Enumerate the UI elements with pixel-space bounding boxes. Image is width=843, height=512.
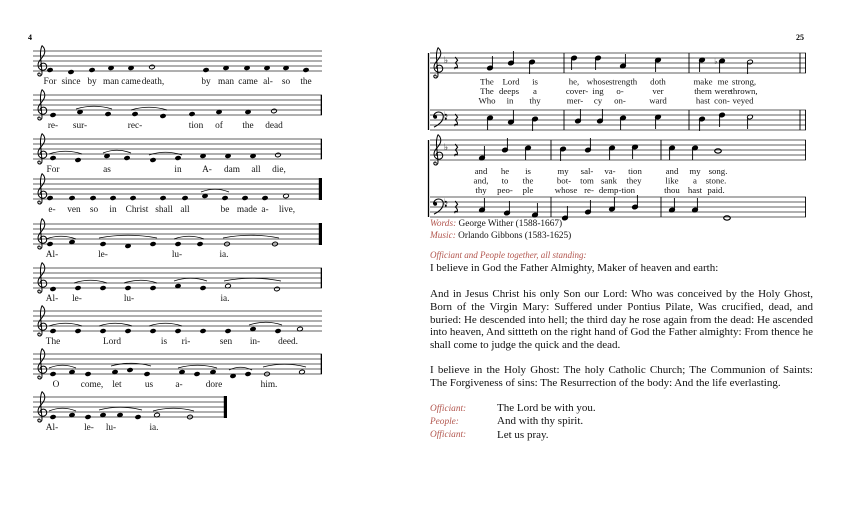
dialogue-block: [430, 402, 770, 442]
lyric-syllable: live,: [278, 205, 296, 215]
page-number-right: 25: [796, 33, 804, 42]
dialogue-speaker: Officiant:: [430, 403, 467, 414]
lyric-syllable: die,: [272, 165, 286, 175]
lyric-syllable: ia.: [219, 250, 229, 260]
lyric-syllable: al-: [263, 77, 273, 87]
lyric-syllable: by: [201, 77, 211, 87]
lyric-syllable: thy: [529, 95, 541, 106]
lyric-syllable: For: [46, 165, 60, 175]
lyric-syllable: Al-: [45, 250, 59, 260]
lyric-syllable: song.: [708, 166, 728, 176]
lyric-syllable: they: [626, 175, 642, 186]
lyric-syllable: so: [89, 205, 99, 215]
flat-sign-icon: ♭: [443, 197, 449, 207]
lyric-syllable: cover-: [565, 86, 589, 96]
lyric-syllable: ven: [67, 205, 81, 215]
dialogue-text: And with thy spirit.: [497, 415, 584, 428]
lyric-syllable: cy: [593, 95, 603, 106]
flat-sign-icon: ♭: [443, 110, 449, 120]
lyric-syllable: make: [693, 76, 713, 87]
lyric-syllable: ri-: [181, 337, 191, 347]
creed-paragraph-1: I believe in God the Father Almighty, Maker of heaven and earth:: [430, 262, 719, 274]
lyric-syllable: whose: [586, 76, 610, 87]
dialogue-row: [430, 402, 770, 415]
lyric-syllable: o-: [616, 86, 624, 96]
lyric-syllable: veyed: [732, 95, 754, 106]
lyric-syllable: me: [717, 76, 729, 87]
lyric-syllable: O: [52, 380, 60, 390]
lyric-syllable: by: [87, 77, 97, 87]
lyric-syllable: the: [300, 77, 312, 87]
lyric-syllable: strength: [608, 76, 638, 87]
lyric-syllable: shall: [155, 205, 173, 215]
lyric-syllable: dore: [205, 380, 223, 390]
credit-text-music: Orlando Gibbons (1583-1625): [458, 231, 572, 241]
lyric-syllable: on-: [614, 95, 626, 106]
lyric-syllable: to: [501, 175, 509, 186]
lyric-syllable: come,: [80, 380, 104, 390]
lyric-syllable: thy: [475, 185, 487, 195]
lyric-syllable: death,: [141, 77, 165, 87]
lyric-syllable: in-: [249, 337, 261, 347]
lyric-syllable: The: [480, 86, 494, 96]
lyric-syllable: tion: [188, 121, 204, 131]
lyric-syllable: For: [43, 77, 57, 87]
lyric-syllable: all: [251, 165, 261, 175]
lyric-syllable: lu-: [123, 294, 135, 304]
credit-text-words: George Wither (1588-1667): [458, 219, 563, 229]
lyric-syllable: all: [180, 205, 190, 215]
lyric-syllable: deeps: [498, 86, 520, 96]
lyric-syllable: them: [694, 86, 712, 96]
lyric-syllable: ple: [522, 185, 534, 195]
lyric-syllable: Christ: [125, 205, 149, 215]
lyric-syllable: re-: [47, 121, 59, 131]
lyric-syllable: Lord: [102, 337, 122, 347]
flat-sign-icon: ♭: [443, 55, 449, 65]
lyric-syllable: were: [714, 86, 732, 96]
lyric-syllable: ia.: [220, 294, 230, 304]
lyric-syllable: ver: [652, 86, 664, 96]
lyric-syllable: deed.: [278, 337, 298, 347]
lyric-syllable: le-: [98, 250, 108, 260]
lyric-syllable: hast: [687, 185, 703, 195]
rubric-line: Officiant and People together, all standing:: [430, 250, 587, 260]
lyric-syllable: be: [220, 205, 230, 215]
credit-label-music: Music:: [430, 231, 456, 241]
lyric-syllable: my: [557, 166, 569, 176]
lyric-syllable: of: [215, 121, 223, 131]
lyric-syllable: le-: [72, 294, 82, 304]
lyric-syllable: in: [109, 205, 117, 215]
lyric-syllable: The: [45, 337, 61, 347]
lyric-syllable: le-: [84, 423, 94, 433]
dialogue-row: [430, 415, 770, 428]
lyric-syllable: came: [121, 77, 141, 87]
lyric-syllable: the: [242, 121, 254, 131]
lyric-syllable: and: [474, 166, 488, 176]
lyric-syllable: he,: [568, 76, 580, 87]
lyric-syllable: A-: [202, 165, 212, 175]
lyric-syllable: and: [665, 166, 679, 176]
lyric-syllable: rec-: [127, 121, 143, 131]
lyric-syllable: Al-: [45, 294, 59, 304]
credit-line-words: [430, 218, 760, 230]
lyric-syllable: he: [500, 166, 510, 176]
lyric-syllable: us: [144, 380, 154, 390]
flat-sign-icon: ♭: [714, 57, 718, 66]
lyric-syllable: so: [281, 77, 291, 87]
lyric-syllable: The: [480, 76, 494, 87]
lyric-syllable: va-: [604, 166, 616, 176]
credit-label-words: Words:: [430, 219, 457, 229]
dialogue-text: Let us pray.: [497, 428, 549, 441]
lyric-syllable: stone.: [705, 175, 727, 186]
lyric-syllable: as: [103, 165, 111, 175]
lyric-syllable: Al-: [45, 423, 59, 433]
lyric-syllable: lu-: [171, 250, 183, 260]
lyric-syllable: paid.: [707, 185, 725, 195]
creed-paragraph-3: I believe in the Holy Ghost: The holy Catholic Church; The Communion of Saints: The Forgiveness of sins: The Resurrection of the body: And the life everlasting.: [430, 364, 813, 389]
lyric-syllable: doth: [650, 76, 666, 87]
lyric-syllable: ing: [592, 86, 604, 96]
lyric-syllable: e-: [48, 205, 56, 215]
lyric-syllable: ia.: [149, 423, 159, 433]
lyric-syllable: strong,: [731, 76, 757, 87]
lyric-syllable: is: [160, 337, 168, 347]
lyric-syllable: sal-: [580, 166, 594, 176]
lyric-syllable: him.: [260, 380, 278, 390]
lyric-syllable: thrown,: [730, 86, 758, 96]
lyric-syllable: came: [238, 77, 258, 87]
dialogue-row: [430, 429, 770, 442]
lyric-syllable: ward: [649, 95, 667, 106]
lyric-syllable: sank: [600, 175, 618, 186]
dialogue-speaker: People:: [430, 416, 459, 427]
lyric-syllable: demp-tion: [598, 185, 636, 195]
lyric-syllable: bot-: [556, 175, 572, 186]
flat-sign-icon: ♭: [443, 142, 449, 152]
lyric-syllable: sur-: [72, 121, 88, 131]
lyric-syllable: and,: [473, 175, 489, 186]
lyric-syllable: since: [61, 77, 81, 87]
lyric-syllable: whose: [554, 185, 578, 195]
lyric-syllable: dam: [223, 165, 241, 175]
lyric-syllable: is: [532, 76, 538, 87]
lyric-syllable: mer-: [566, 95, 584, 106]
page-left: [0, 0, 421, 512]
lyric-syllable: man: [217, 77, 235, 87]
lyric-syllable: man: [102, 77, 120, 87]
creed-paragraph-2: And in Jesus Christ his only Son our Lord: Who was conceived by the Holy Ghost, Born of the Virgin Mary: Suffered under Pontius Pilate, Was crucified, dead, and buried: He descended into hell; the third day he rose again from the dead: He ascended into heaven, And sittteth on the right hand of God the Father almighty: From thence he shall come to judge the quick and the dead.: [430, 288, 813, 352]
dialogue-speaker: Officiant:: [430, 430, 467, 441]
lyric-syllable: re-: [584, 185, 594, 195]
lyric-syllable: in: [506, 95, 514, 106]
credits-block: [430, 218, 760, 242]
lyric-syllable: a-: [261, 205, 269, 215]
dialogue-text: The Lord be with you.: [497, 402, 596, 414]
lyric-syllable: tion: [628, 166, 642, 176]
credit-line-music: [430, 230, 760, 242]
lyric-syllable: a: [693, 175, 697, 186]
lyric-syllable: con-: [714, 95, 730, 106]
lyric-syllable: a-: [175, 380, 183, 390]
lyric-syllable: is: [525, 166, 531, 176]
page-number-left: 4: [28, 33, 32, 42]
lyric-syllable: my: [689, 166, 701, 176]
lyric-syllable: peo-: [497, 185, 513, 195]
lyric-syllable: a: [533, 86, 537, 96]
lyric-syllable: tom: [580, 175, 594, 186]
lyric-syllable: lu-: [105, 423, 117, 433]
lyric-syllable: Lord: [502, 76, 520, 87]
lyric-syllable: made: [236, 205, 258, 215]
lyric-syllable: in: [174, 165, 182, 175]
lyric-syllable: thou: [664, 185, 680, 195]
lyric-syllable: hast: [695, 95, 711, 106]
lyric-syllable: dead: [265, 121, 283, 131]
lyric-syllable: sen: [219, 337, 233, 347]
lyric-syllable: like: [665, 175, 679, 186]
lyric-syllable: the: [522, 175, 534, 186]
lyric-syllable: Who: [478, 95, 496, 106]
lyric-syllable: let: [112, 380, 122, 390]
